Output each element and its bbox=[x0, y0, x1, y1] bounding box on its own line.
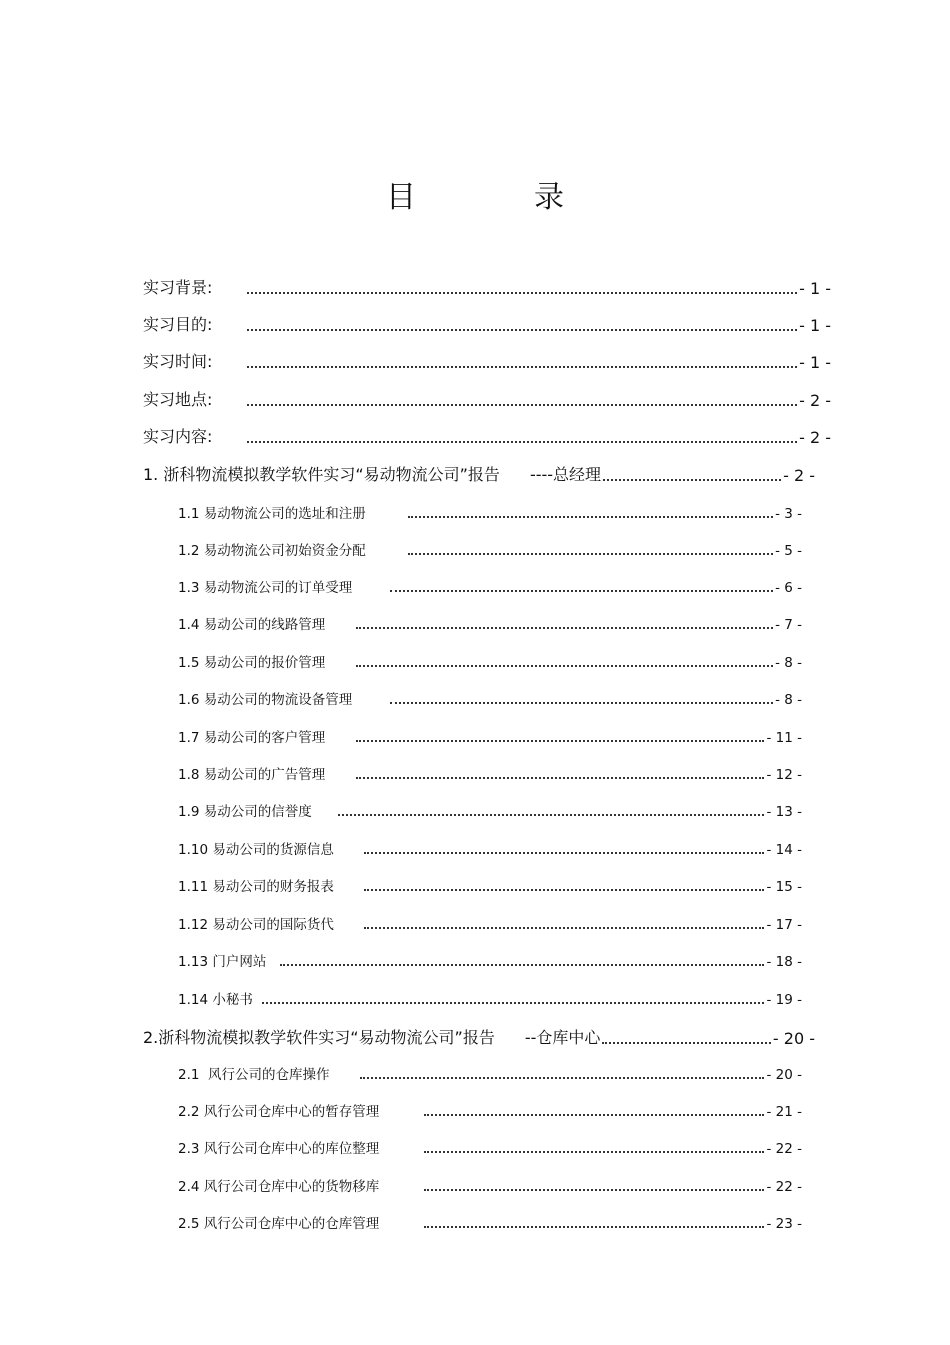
dot-leader bbox=[338, 814, 764, 816]
toc-entry-label: 1.14 小秘书 bbox=[178, 992, 253, 1008]
toc-page-number: - 8 - bbox=[775, 692, 802, 708]
toc-section-2-3[interactable] bbox=[178, 1137, 802, 1157]
toc-entry-label: 1.6 易动公司的物流设备管理 bbox=[178, 692, 353, 708]
toc-section-1-5[interactable] bbox=[178, 651, 802, 671]
toc-section-2-1[interactable] bbox=[178, 1063, 802, 1083]
toc-page-number: - 23 - bbox=[766, 1216, 802, 1232]
toc-page-number: - 2 - bbox=[799, 428, 831, 447]
toc-entry-background[interactable] bbox=[143, 274, 831, 298]
toc-page-number: - 17 - bbox=[766, 917, 802, 933]
toc-page-number: - 22 - bbox=[766, 1141, 802, 1157]
toc-entry-label: 1.8 易动公司的广告管理 bbox=[178, 767, 326, 783]
toc-page-number: - 22 - bbox=[766, 1179, 802, 1195]
toc-section-2-5[interactable] bbox=[178, 1212, 802, 1232]
toc-entry-label: 实习内容: bbox=[143, 427, 213, 446]
dot-leader bbox=[390, 590, 773, 592]
dot-leader bbox=[262, 1002, 764, 1004]
toc-chapter-1[interactable] bbox=[143, 461, 815, 485]
toc-section-1-14[interactable] bbox=[178, 988, 802, 1008]
toc-page-number: - 1 - bbox=[799, 279, 831, 298]
dot-leader bbox=[356, 665, 773, 667]
toc-section-1-1[interactable] bbox=[178, 502, 802, 522]
toc-page-number: - 2 - bbox=[799, 391, 831, 410]
toc-entry-label: 2.2 风行公司仓库中心的暂存管理 bbox=[178, 1104, 380, 1120]
toc-entry-label: 1.13 门户网站 bbox=[178, 954, 267, 970]
toc-page-number: - 11 - bbox=[766, 730, 802, 746]
dot-leader bbox=[424, 1226, 764, 1228]
dot-leader bbox=[356, 627, 773, 629]
toc-section-1-2[interactable] bbox=[178, 539, 802, 559]
dot-leader bbox=[424, 1151, 764, 1153]
dot-leader bbox=[408, 553, 773, 555]
toc-entry-label: 1.9 易动公司的信誉度 bbox=[178, 804, 312, 820]
dot-leader bbox=[602, 1042, 771, 1044]
toc-page-number: - 3 - bbox=[775, 506, 802, 522]
page-title: 目 录 bbox=[386, 180, 608, 215]
toc-entry-label: 2.3 风行公司仓库中心的库位整理 bbox=[178, 1141, 380, 1157]
dot-leader bbox=[247, 366, 797, 368]
toc-entry-label: 1. 浙科物流模拟教学软件实习“易动物流公司”报告 bbox=[143, 465, 500, 484]
toc-page-number: - 2 - bbox=[783, 466, 815, 485]
toc-page-number: - 7 - bbox=[775, 617, 802, 633]
dot-leader bbox=[247, 329, 797, 331]
dot-leader bbox=[390, 702, 773, 704]
toc-section-1-8[interactable] bbox=[178, 763, 802, 783]
dot-leader bbox=[247, 404, 797, 406]
toc-entry-label: 1.12 易动公司的国际货代 bbox=[178, 917, 334, 933]
dot-leader bbox=[364, 852, 764, 854]
toc-entry-label: 2.浙科物流模拟教学软件实习“易动物流公司”报告 bbox=[143, 1028, 495, 1047]
toc-page-number: - 14 - bbox=[766, 842, 802, 858]
toc-page-number: - 18 - bbox=[766, 954, 802, 970]
toc-entry-label: 实习目的: bbox=[143, 315, 213, 334]
toc-entry-label: 1.5 易动公司的报价管理 bbox=[178, 655, 326, 671]
toc-section-1-11[interactable] bbox=[178, 875, 802, 895]
toc-page-number: - 8 - bbox=[775, 655, 802, 671]
toc-page-number: - 15 - bbox=[766, 879, 802, 895]
toc-page-number: - 21 - bbox=[766, 1104, 802, 1120]
dot-leader bbox=[424, 1189, 764, 1191]
toc-page-number: - 5 - bbox=[775, 543, 802, 559]
dot-leader bbox=[356, 777, 764, 779]
toc-entry-label: 1.4 易动公司的线路管理 bbox=[178, 617, 326, 633]
toc-entry-label: 2.5 风行公司仓库中心的仓库管理 bbox=[178, 1216, 380, 1232]
toc-page-number: - 20 - bbox=[772, 1029, 815, 1048]
toc-entry-suffix: --仓库中心 bbox=[524, 1028, 601, 1047]
toc-chapter-2[interactable] bbox=[143, 1024, 815, 1048]
toc-page-number: - 19 - bbox=[766, 992, 802, 1008]
toc-entry-label: 1.1 易动物流公司的选址和注册 bbox=[178, 506, 366, 522]
toc-section-2-2[interactable] bbox=[178, 1100, 802, 1120]
dot-leader bbox=[356, 740, 764, 742]
toc-section-1-7[interactable] bbox=[178, 726, 802, 746]
toc-page-number: - 1 - bbox=[799, 353, 831, 372]
toc-section-1-3[interactable] bbox=[178, 576, 802, 596]
toc-entry-purpose[interactable] bbox=[143, 311, 831, 335]
toc-section-1-13[interactable] bbox=[178, 950, 802, 970]
dot-leader bbox=[364, 927, 764, 929]
toc-section-1-4[interactable] bbox=[178, 613, 802, 633]
toc-entry-label: 1.2 易动物流公司初始资金分配 bbox=[178, 543, 366, 559]
toc-page-number: - 6 - bbox=[775, 580, 802, 596]
toc-entry-content[interactable] bbox=[143, 423, 831, 447]
toc-page-number: - 13 - bbox=[766, 804, 802, 820]
dot-leader bbox=[364, 889, 764, 891]
toc-entry-label: 1.10 易动公司的货源信息 bbox=[178, 842, 334, 858]
toc-entry-label: 1.3 易动物流公司的订单受理 bbox=[178, 580, 353, 596]
dot-leader bbox=[360, 1077, 764, 1079]
dot-leader bbox=[408, 516, 773, 518]
toc-page-number: - 1 - bbox=[799, 316, 831, 335]
toc-section-1-6[interactable] bbox=[178, 688, 802, 708]
toc-entry-label: 2.4 风行公司仓库中心的货物移库 bbox=[178, 1179, 380, 1195]
toc-entry-label: 1.11 易动公司的财务报表 bbox=[178, 879, 334, 895]
toc-entry-location[interactable] bbox=[143, 386, 831, 410]
dot-leader bbox=[280, 964, 764, 966]
dot-leader bbox=[603, 479, 781, 481]
toc-section-1-10[interactable] bbox=[178, 838, 802, 858]
toc-page-number: - 12 - bbox=[766, 767, 802, 783]
toc-entry-label: 实习时间: bbox=[143, 352, 213, 371]
toc-entry-time[interactable] bbox=[143, 348, 831, 372]
toc-section-1-9[interactable] bbox=[178, 800, 802, 820]
toc-entry-suffix: ----总经理 bbox=[529, 465, 602, 484]
toc-entry-label: 1.7 易动公司的客户管理 bbox=[178, 730, 326, 746]
dot-leader bbox=[247, 292, 797, 294]
toc-entry-label: 实习地点: bbox=[143, 390, 213, 409]
dot-leader bbox=[247, 441, 797, 443]
toc-entry-label: 实习背景: bbox=[143, 278, 213, 297]
toc-entry-label: 2.1 风行公司的仓库操作 bbox=[178, 1067, 330, 1083]
dot-leader bbox=[424, 1114, 764, 1116]
toc-page-number: - 20 - bbox=[766, 1067, 802, 1083]
toc-section-2-4[interactable] bbox=[178, 1175, 802, 1195]
toc-section-1-12[interactable] bbox=[178, 913, 802, 933]
